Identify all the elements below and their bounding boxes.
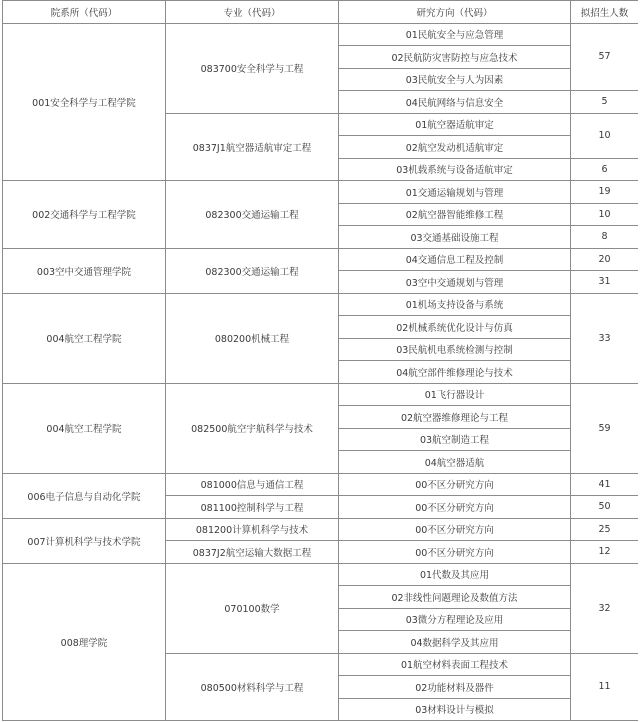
quota-cell: 8 bbox=[571, 226, 639, 249]
direction-cell: 03航空制造工程 bbox=[339, 428, 571, 451]
table-row bbox=[3, 383, 639, 406]
table-row bbox=[3, 23, 639, 46]
direction-cell: 01代数及其应用 bbox=[339, 563, 571, 586]
direction-cell: 01航空材料表面工程技术 bbox=[339, 653, 571, 676]
quota-cell: 31 bbox=[571, 271, 639, 294]
direction-cell: 02航空发动机适航审定 bbox=[339, 136, 571, 159]
quota-cell: 10 bbox=[571, 113, 639, 158]
direction-cell: 03微分方程理论及应用 bbox=[339, 608, 571, 631]
major-cell: 081100控制科学与工程 bbox=[166, 496, 339, 519]
major-cell: 083700安全科学与工程 bbox=[166, 23, 339, 113]
direction-cell: 01交通运输规划与管理 bbox=[339, 181, 571, 204]
direction-cell: 03交通基础设施工程 bbox=[339, 226, 571, 249]
direction-cell: 00不区分研究方向 bbox=[339, 473, 571, 496]
direction-cell: 02非线性问题理论及数值方法 bbox=[339, 586, 571, 609]
direction-cell: 04航空器适航 bbox=[339, 451, 571, 474]
direction-cell: 01飞行器设计 bbox=[339, 383, 571, 406]
direction-cell: 04数据科学及其应用 bbox=[339, 631, 571, 654]
direction-cell: 04航空部件维修理论与技术 bbox=[339, 361, 571, 384]
quota-cell: 59 bbox=[571, 383, 639, 473]
major-cell: 080200机械工程 bbox=[166, 293, 339, 383]
quota-cell: 5 bbox=[571, 91, 639, 114]
college-cell: 006电子信息与自动化学院 bbox=[3, 473, 166, 518]
header-college: 院系所（代码） bbox=[3, 1, 166, 24]
direction-cell: 03机载系统与设备适航审定 bbox=[339, 158, 571, 181]
table-row bbox=[3, 563, 639, 586]
major-cell: 082500航空宇航科学与技术 bbox=[166, 383, 339, 473]
major-cell: 082300交通运输工程 bbox=[166, 181, 339, 249]
major-cell: 081200计算机科学与技术 bbox=[166, 518, 339, 541]
direction-cell: 01机场支持设备与系统 bbox=[339, 293, 571, 316]
college-cell: 001安全科学与工程学院 bbox=[3, 23, 166, 181]
table-row bbox=[3, 293, 639, 316]
table-row bbox=[3, 248, 639, 271]
direction-cell: 00不区分研究方向 bbox=[339, 541, 571, 564]
direction-cell: 03民航机电系统检测与控制 bbox=[339, 338, 571, 361]
college-cell: 007计算机科学与技术学院 bbox=[3, 518, 166, 563]
college-cell: 002交通科学与工程学院 bbox=[3, 181, 166, 249]
direction-cell: 01航空器适航审定 bbox=[339, 113, 571, 136]
quota-cell: 19 bbox=[571, 181, 639, 204]
quota-cell: 32 bbox=[571, 563, 639, 653]
quota-cell: 33 bbox=[571, 293, 639, 383]
direction-cell: 02航空器维修理论与工程 bbox=[339, 406, 571, 429]
major-cell: 081000信息与通信工程 bbox=[166, 473, 339, 496]
direction-cell: 04民航网络与信息安全 bbox=[339, 91, 571, 114]
quota-cell: 6 bbox=[571, 158, 639, 181]
college-cell: 008理学院 bbox=[3, 563, 166, 721]
table-row bbox=[3, 473, 639, 496]
direction-cell: 03空中交通规划与管理 bbox=[339, 271, 571, 294]
major-cell: 082300交通运输工程 bbox=[166, 248, 339, 293]
major-cell: 070100数学 bbox=[166, 563, 339, 653]
direction-cell: 03民航安全与人为因素 bbox=[339, 68, 571, 91]
direction-cell: 02功能材料及器件 bbox=[339, 676, 571, 699]
college-cell: 004航空工程学院 bbox=[3, 293, 166, 383]
quota-cell: 25 bbox=[571, 518, 639, 541]
table-body bbox=[3, 23, 639, 721]
header-quota: 拟招生人数 bbox=[571, 1, 639, 24]
quota-cell: 10 bbox=[571, 203, 639, 226]
quota-cell: 11 bbox=[571, 653, 639, 721]
table-row bbox=[3, 181, 639, 204]
direction-cell: 04交通信息工程及控制 bbox=[339, 248, 571, 271]
quota-cell: 50 bbox=[571, 496, 639, 519]
quota-cell: 20 bbox=[571, 248, 639, 271]
header-row bbox=[3, 1, 639, 24]
major-cell: 080500材料科学与工程 bbox=[166, 653, 339, 721]
header-major: 专业（代码） bbox=[166, 1, 339, 24]
direction-cell: 01民航安全与应急管理 bbox=[339, 23, 571, 46]
direction-cell: 02航空器智能维修工程 bbox=[339, 203, 571, 226]
college-cell: 003空中交通管理学院 bbox=[3, 248, 166, 293]
major-cell: 0837J1航空器适航审定工程 bbox=[166, 113, 339, 181]
direction-cell: 03材料设计与模拟 bbox=[339, 698, 571, 721]
direction-cell: 02民航防灾害防控与应急技术 bbox=[339, 46, 571, 69]
quota-cell: 57 bbox=[571, 23, 639, 91]
direction-cell: 00不区分研究方向 bbox=[339, 496, 571, 519]
header-direction: 研究方向（代码） bbox=[339, 1, 571, 24]
quota-cell: 41 bbox=[571, 473, 639, 496]
direction-cell: 02机械系统优化设计与仿真 bbox=[339, 316, 571, 339]
quota-cell: 12 bbox=[571, 541, 639, 564]
major-cell: 0837J2航空运输大数据工程 bbox=[166, 541, 339, 564]
admissions-table bbox=[2, 0, 638, 721]
direction-cell: 00不区分研究方向 bbox=[339, 518, 571, 541]
table-row bbox=[3, 518, 639, 541]
college-cell: 004航空工程学院 bbox=[3, 383, 166, 473]
